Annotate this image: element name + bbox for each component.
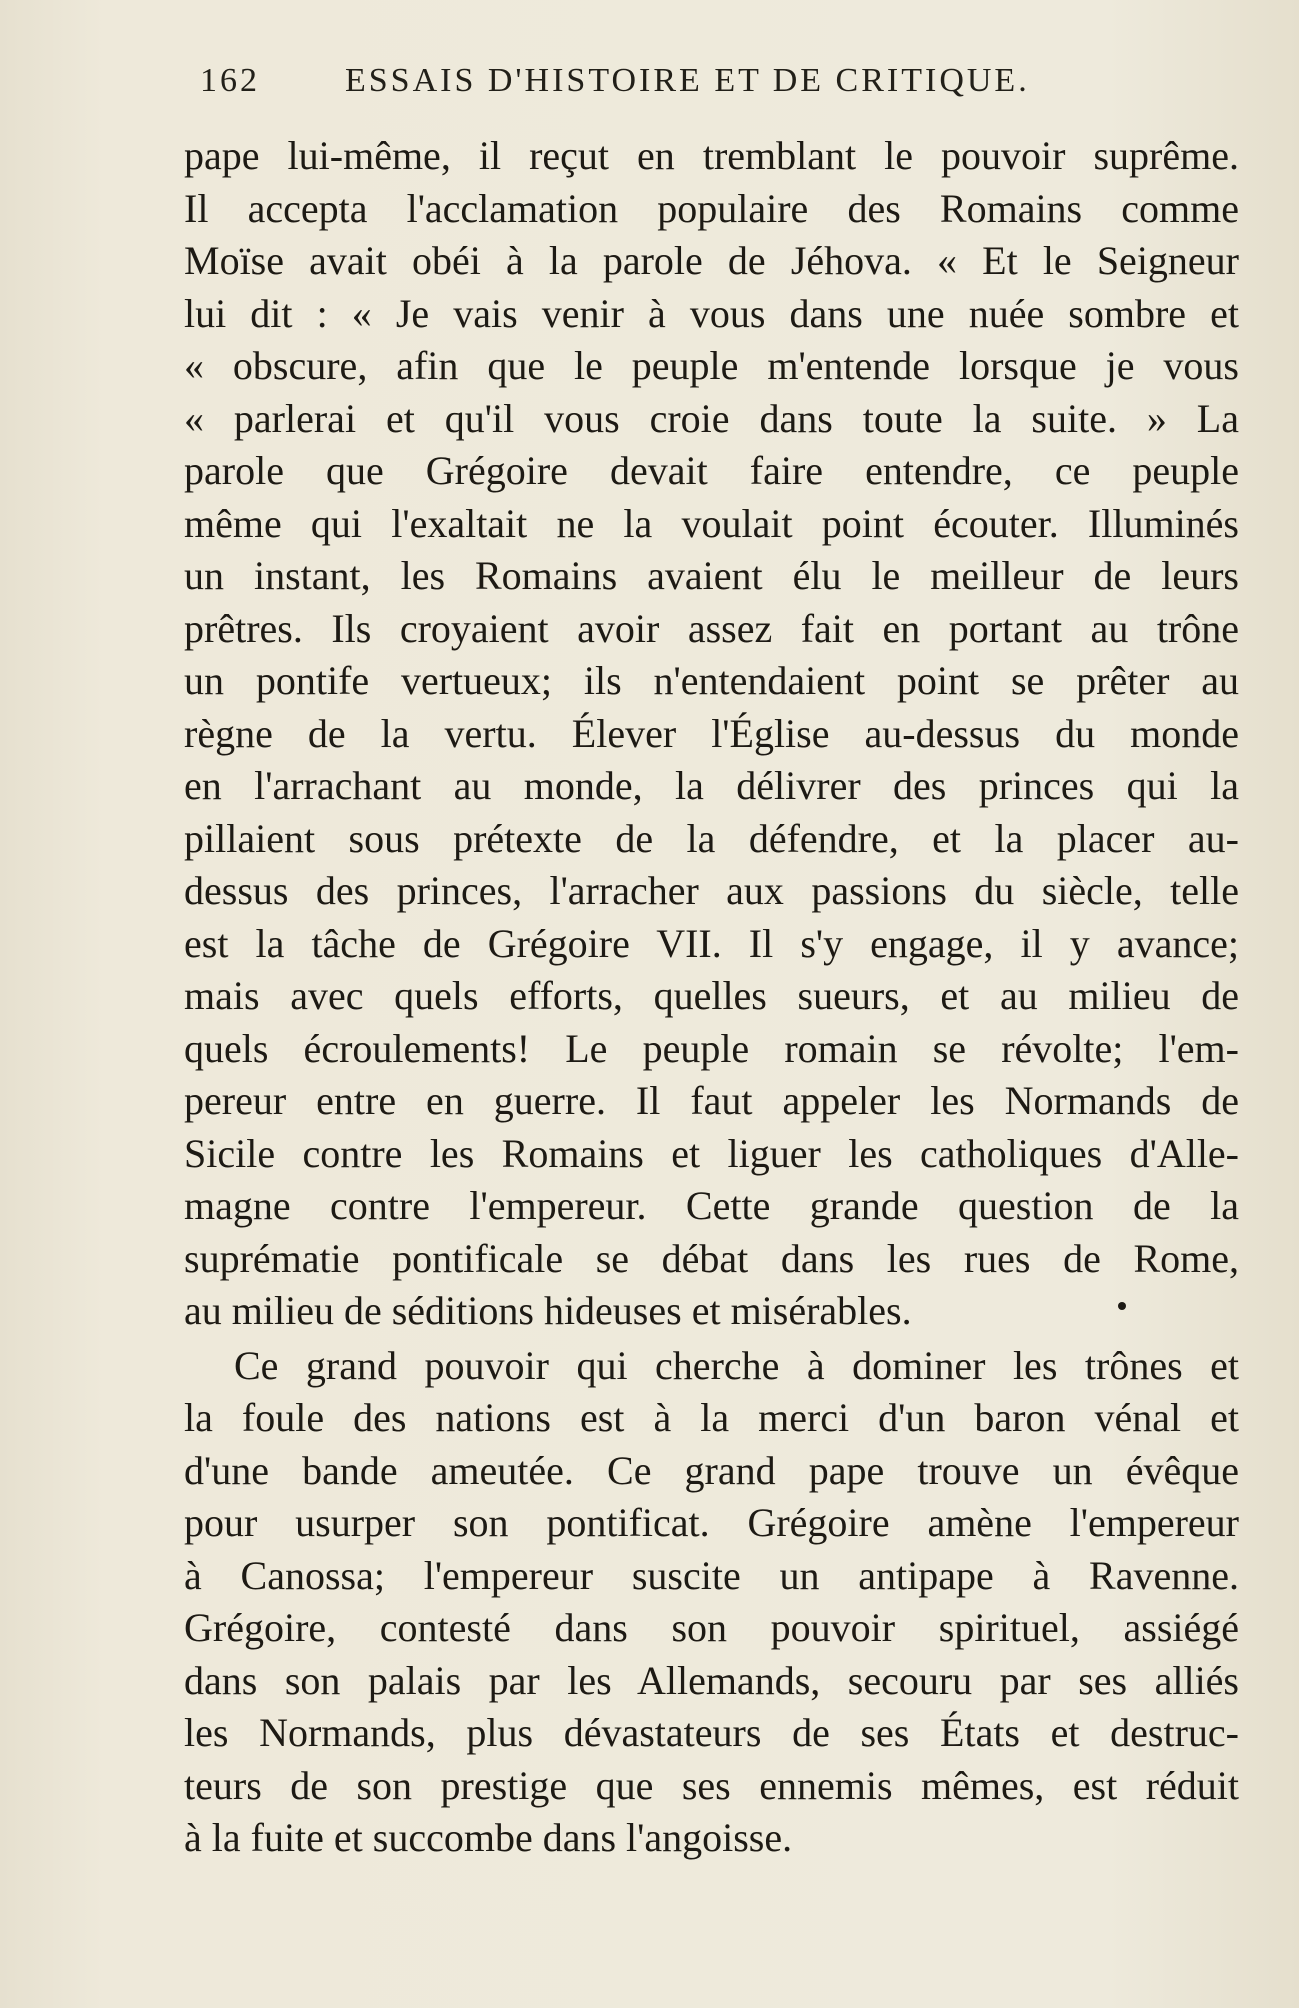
text-line: prêtres. Ils croyaient avoir assez fait en portant au trône [184,605,1239,651]
text-line: la foule des nations est à la merci d'un baron vénal et [184,1395,1239,1440]
text-line: au milieu de séditions hideuses et misérables. [184,1288,912,1333]
text-line: « obscure, afin que le peuple m'entende lorsque je vous [184,343,1239,388]
text-line: un pontife vertueux; ils n'entendaient point se prêter au [184,658,1239,703]
text-line: même qui l'exaltait ne la voulait point écouter. Illuminés [184,500,1239,546]
text-line: Il accepta l'acclamation populaire des Romains comme [184,185,1239,231]
text-line: pereur entre en guerre. Il faut appeler les Normands de [184,1078,1239,1123]
text-line: en l'arrachant au monde, la délivrer des princes qui la [184,763,1239,808]
paragraph-2 [184,1340,1239,1865]
text-line: pour usurper son pontificat. Grégoire amène l'empereur [184,1500,1239,1545]
ink-dot-mark [1118,1302,1126,1310]
body-text [184,130,1239,1865]
text-line: les Normands, plus dévastateurs de ses États et destruc- [184,1710,1239,1755]
text-line: est la tâche de Grégoire VII. Il s'y engage, il y avance; [184,920,1239,966]
text-line: Moïse avait obéi à la parole de Jéhova. « Et le Seigneur [184,238,1239,283]
page-number: 162 [200,62,260,99]
text-line: Sicile contre les Romains et liguer les catholiques d'Alle- [184,1130,1239,1176]
text-line: magne contre l'empereur. Cette grande question de la [184,1183,1239,1228]
text-line: à la fuite et succombe dans l'angoisse. [184,1815,793,1860]
text-line: suprématie pontificale se débat dans les rues de Rome, [184,1235,1239,1281]
running-title: ESSAIS D'HISTOIRE ET DE CRITIQUE. [345,62,1030,99]
text-line: quels écroulements! Le peuple romain se révolte; l'em- [184,1025,1239,1071]
paragraph-1 [184,130,1239,1338]
text-line: d'une bande ameutée. Ce grand pape trouve un évêque [184,1447,1239,1493]
text-line: lui dit : « Je vais venir à vous dans une nuée sombre et [184,290,1239,336]
text-line: teurs de son prestige que ses ennemis mêmes, est réduit [184,1762,1239,1808]
text-line: Grégoire, contesté dans son pouvoir spirituel, assiégé [184,1605,1239,1650]
text-line: à Canossa; l'empereur suscite un antipape à Ravenne. [184,1552,1239,1598]
text-line: « parlerai et qu'il vous croie dans toute la suite. » La [184,395,1239,441]
text-line: pape lui-même, il reçut en tremblant le pouvoir suprême. [184,133,1239,178]
text-line: Ce grand pouvoir qui cherche à dominer les trônes et [234,1342,1239,1388]
text-line: règne de la vertu. Élever l'Église au-dessus du monde [184,710,1239,756]
text-line: pillaient sous prétexte de la défendre, et la placer au- [184,815,1239,861]
text-line: dessus des princes, l'arracher aux passions du siècle, telle [184,868,1239,913]
text-line: parole que Grégoire devait faire entendre, ce peuple [184,448,1239,493]
text-line: mais avec quels efforts, quelles sueurs, et au milieu de [184,973,1239,1018]
text-line: dans son palais par les Allemands, secouru par ses alliés [184,1657,1239,1703]
text-line: un instant, les Romains avaient élu le meilleur de leurs [184,553,1239,598]
